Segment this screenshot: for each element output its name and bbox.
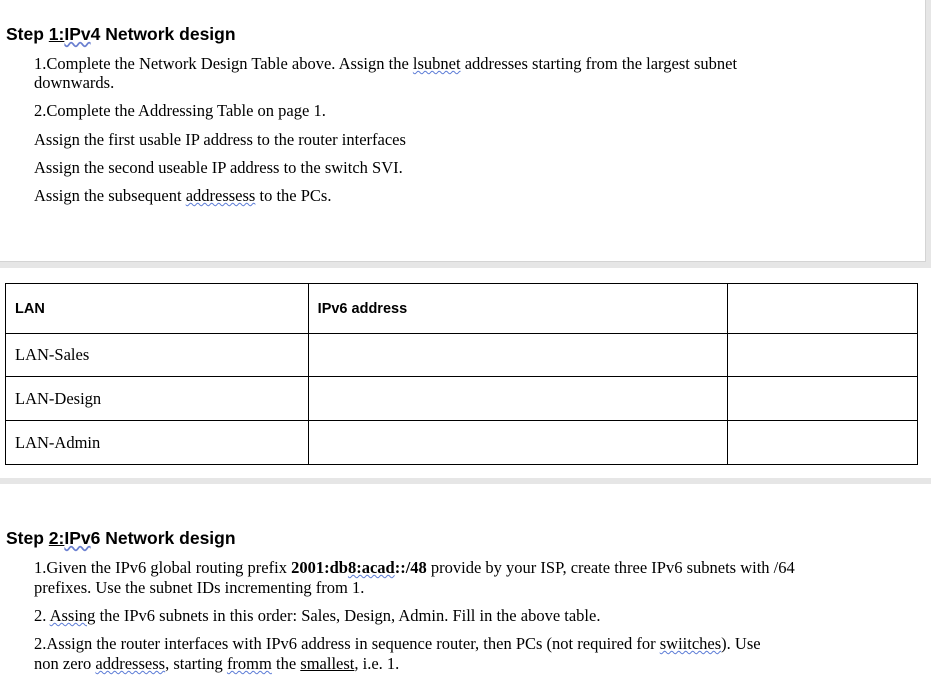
step1-line-5: Assign the second useable IP address to the switch SVI. bbox=[34, 158, 403, 177]
header-ipv6-address: IPv6 address bbox=[308, 284, 728, 334]
header-empty bbox=[728, 284, 918, 334]
step1-line-2: downwards. bbox=[34, 73, 115, 92]
step2-heading: Step 2:IPv6 Network design bbox=[6, 528, 236, 548]
spell-addressess: addressess bbox=[95, 654, 166, 673]
step2-line-2: prefixes. Use the subnet IDs incrementing from 1. bbox=[34, 578, 365, 597]
row-extra-cell[interactable] bbox=[728, 421, 918, 465]
spell-fromm: fromm bbox=[226, 654, 272, 673]
row-extra-cell[interactable] bbox=[728, 334, 918, 377]
spell-assing: Assing bbox=[49, 606, 96, 625]
table-row bbox=[6, 334, 918, 377]
row-lan-name: LAN-Design bbox=[6, 377, 309, 421]
spell-lsubnet: lsubnet bbox=[412, 54, 461, 73]
step1-line-1: 1.Complete the Network Design Table above. Assign the lsubnet addresses starting from the largest subnet bbox=[34, 54, 738, 73]
row-extra-cell[interactable] bbox=[728, 377, 918, 421]
row-ipv6-cell[interactable] bbox=[308, 421, 728, 465]
row-ipv6-cell[interactable] bbox=[308, 334, 728, 377]
step1-heading: Step 1:IPv4 Network design bbox=[6, 24, 236, 44]
spell-swiitches: swiitches bbox=[659, 634, 722, 653]
step1-line-6: Assign the subsequent addressess to the PCs. bbox=[34, 186, 332, 205]
step2-line-5: non zero addressess, starting fromm the smallest, i.e. 1. bbox=[34, 654, 400, 673]
ipv6-design-table bbox=[5, 283, 918, 465]
spell-addressess: addressess bbox=[185, 186, 256, 205]
step1-number: 1: bbox=[48, 24, 65, 44]
table-row bbox=[6, 377, 918, 421]
step1-panel bbox=[0, 0, 926, 262]
step2-line-3: 2. Assing the IPv6 subnets in this order: Sales, Design, Admin. Fill in the above table. bbox=[34, 606, 601, 625]
step1-line-3: 2.Complete the Addressing Table on page 1. bbox=[34, 101, 326, 120]
table-header-row bbox=[6, 284, 918, 334]
table-row bbox=[6, 421, 918, 465]
global-prefix: 2001:db8:acad::/48 bbox=[291, 558, 427, 577]
step2-number: 2: bbox=[48, 528, 65, 548]
step2-line-1: 1.Given the IPv6 global routing prefix 2001:db8:acad::/48 provide by your ISP, create three IPv6 subnets with /64 bbox=[34, 558, 795, 577]
header-lan: LAN bbox=[6, 284, 309, 334]
table-panel bbox=[0, 268, 931, 478]
underline-smallest: smallest bbox=[300, 654, 355, 673]
row-lan-name: LAN-Admin bbox=[6, 421, 309, 465]
row-ipv6-cell[interactable] bbox=[308, 377, 728, 421]
step2-line-4: 2.Assign the router interfaces with IPv6 address in sequence router, then PCs (not required for swiitches). Use bbox=[34, 634, 761, 653]
step1-ipv: IPv bbox=[64, 24, 91, 44]
step1-line-4: Assign the first usable IP address to the router interfaces bbox=[34, 130, 406, 149]
step2-ipv: IPv bbox=[64, 528, 91, 548]
step2-panel bbox=[0, 484, 931, 687]
row-lan-name: LAN-Sales bbox=[6, 334, 309, 377]
